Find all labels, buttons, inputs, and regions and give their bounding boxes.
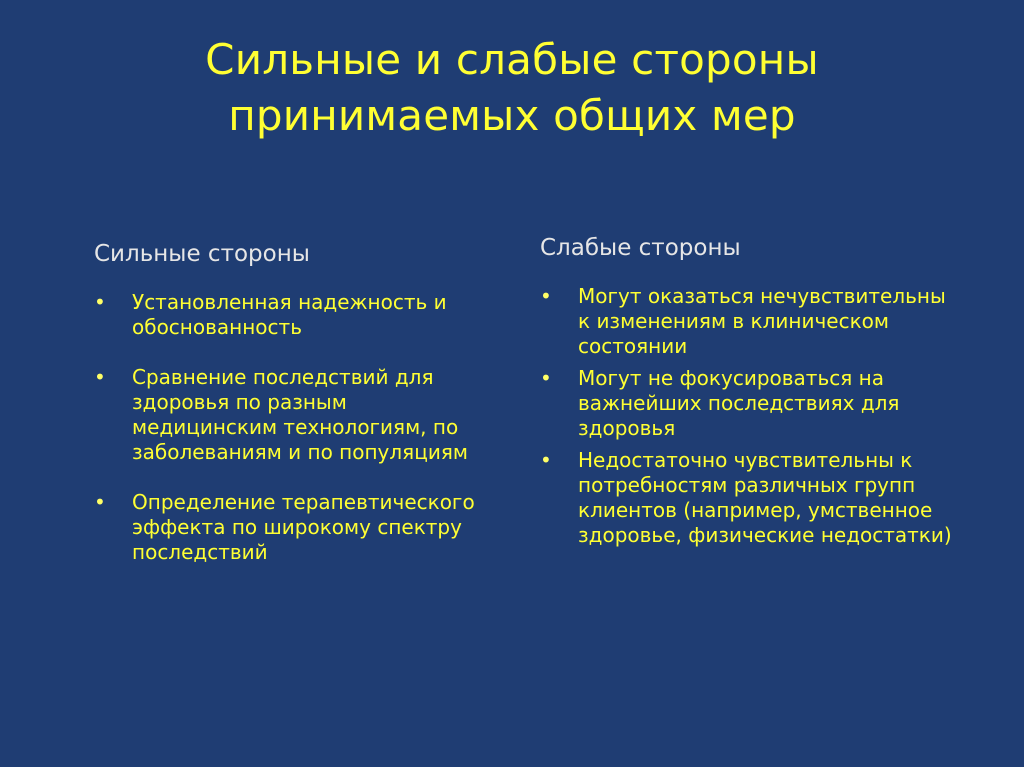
bullet-icon: •: [94, 290, 106, 314]
list-item-text: Могут не фокусироваться на важнейших последствиях для здоровья: [578, 366, 900, 440]
bullet-icon: •: [94, 490, 106, 514]
strengths-list: [94, 290, 494, 565]
slide-title: Сильные и слабые стороны принимаемых общих мер: [205, 35, 819, 140]
list-item-text: Могут оказаться нечувствительны к изменениям в клиническом состоянии: [578, 284, 946, 358]
bullet-icon: •: [540, 448, 552, 472]
list-item: [540, 448, 960, 548]
list-item: [540, 366, 960, 441]
list-item: [94, 490, 494, 565]
weaknesses-list: [540, 284, 960, 548]
list-item-text: Недостаточно чувствительны к потребностям различных групп клиентов (например, умственное здоровье, физические недостатки): [578, 448, 952, 547]
weaknesses-heading: Слабые стороны: [540, 235, 741, 261]
list-item-text: Определение терапевтического эффекта по широкому спектру последствий: [132, 490, 475, 564]
bullet-icon: •: [540, 284, 552, 308]
list-item: [94, 365, 494, 465]
list-item: [540, 284, 960, 359]
weaknesses-column: [540, 232, 960, 555]
bullet-icon: •: [94, 365, 106, 389]
strengths-heading: Сильные стороны: [94, 241, 310, 267]
list-item: [94, 290, 494, 340]
list-item-text: Установленная надежность и обоснованность: [132, 290, 447, 339]
strengths-column: [94, 232, 494, 590]
list-item-text: Сравнение последствий для здоровья по разным медицинским технологиям, по заболеваниям и по популяциям: [132, 365, 468, 464]
bullet-icon: •: [540, 366, 552, 390]
